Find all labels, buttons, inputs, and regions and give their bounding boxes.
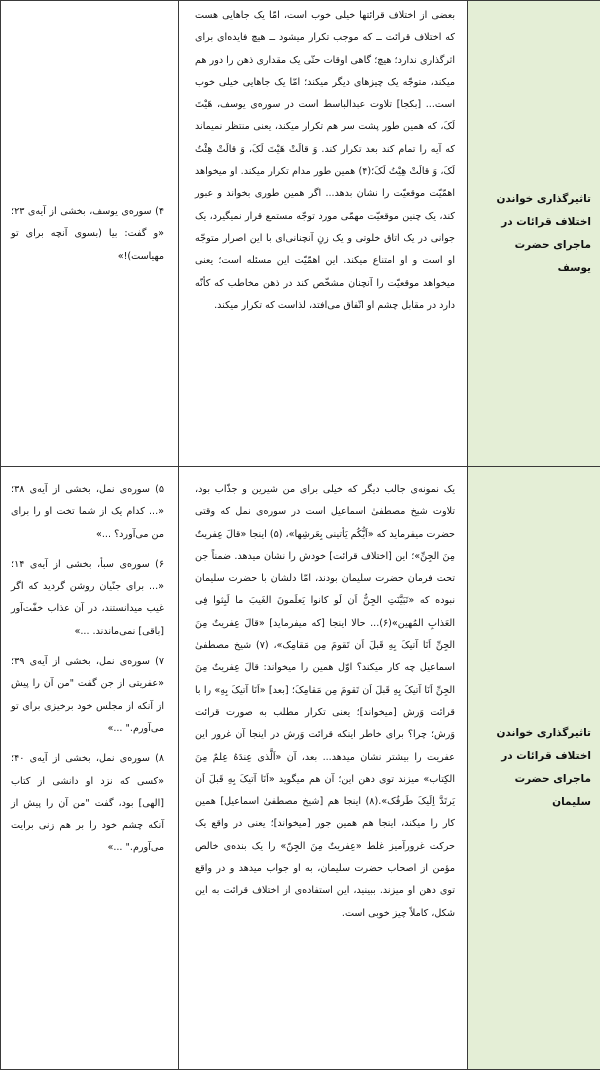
- footnote: ۵) سوره‌ی نمل، بخشی از آیه‌ی ۳۸؛ «... کدام یک از شما تخت او را برای من می‌آورد؟ ...»: [1, 479, 178, 546]
- row-heading: تاثیرگذاری خواندن اختلاف قرائات در ماجرای حضرت یوسف: [468, 188, 600, 280]
- footnotes-cell: [1, 467, 179, 1070]
- body-text-cell: [179, 467, 468, 1070]
- footnote: ۶) سوره‌ی سبأ، بخشی از آیه‌ی ۱۴؛ «... برای جنّیان روشن گردید که اگر غیب میدانستند، در آن عذاب خفّت‌آور [باقی] نمی‌ماندند. ...»: [1, 554, 178, 643]
- row-heading-cell: [468, 1, 600, 467]
- body-paragraph: بعضی از اختلاف قرائتها خیلی خوب است، امّا یک جاهایی هست که اختلاف قرائت ــ که موجب تکرار میشود ــ هیچ فایده‌ای برای اثرگذاری ندارد؛ هیچ؛ گاهی اوقات حتّی یک مقداری ذهن را دور هم میکند، متوجّه یک چیزهای دیگر میکند؛ امّا یک جاهایی خیلی خوب است... [بکجا] تلاوت عبدالباسط است در سوره‌ی یوسف، هَیْتَ لَکَ، که همین طور پشت سر هم تکرار میکند، یعنی منتظر نمیماند که آیه را تمام کند بعد تکرار کند. وَ قالَتْ هَیْتَ لَکَ، وَ قالَتْ هِئْتُ لَکَ، وَ قالَتْ هِیْتُ لَکَ؛(۴) همین طور مدام تکرار میکند. او میخواهد اهمّیّت موقعیّت را نشان بدهد... اگر همین طوری بخواند و عبور کند، یک چنین موقعیّت مهمّی مورد توجّه مستمع قرار نمیگیرد، یک جوانی در یک اتاق خلوتی و یک زنِ آنچنانی‌ای با این اصرار متوجّه او است و او امتناع میکند. این اهمّیّت این مسئله است؛ یعنی میخواهد موقعیّت را آنچنان مشخّص کند در ذهن مخاطب که کأنّه دارد در مقابل چشم او اتّفاق می‌افتد، لذاست که تکرار میکند.: [179, 1, 467, 317]
- row-heading-cell: [468, 467, 600, 1070]
- footnotes-cell: [1, 1, 179, 467]
- row-heading: تاثیرگذاری خواندن اختلاف قرائات در ماجرای حضرت سلیمان: [468, 722, 600, 814]
- body-text-cell: [179, 1, 468, 467]
- footnote: ۸) سوره‌ی نمل، بخشی از آیه‌ی ۴۰؛ «کسی که نزد او دانشی از کتاب [الهی] بود، گفت "من آن را پیش از آنکه چشم خود را بر هم زنی برایت می‌آورم." ...»: [1, 748, 178, 859]
- table-row-yusuf: [1, 1, 600, 467]
- footnote: ۴) سوره‌ی یوسف، بخشی از آیه‌ی ۲۳؛ «و گفت: بیا (بسوی آنچه برای تو مهیاست)!»: [1, 201, 178, 268]
- footnote: ۷) سوره‌ی نمل، بخشی از آیه‌ی ۳۹؛ «عفریتی از جن گفت "من آن را پیش از آنکه از مجلس خود برخیزی برای تو می‌آورم." ...»: [1, 651, 178, 740]
- body-paragraph: یک نمونه‌ی جالب دیگر که خیلی برای من شیرین و جذّاب بود، تلاوت شیخ مصطفیٰ اسماعیل است در سوره‌ی نمل که وقتی حضرت میفرماید که «اَیُّکُم یَأتینی بِعَرشِها»، (۵) اینجا «قالَ عِفریتٌ مِنَ الجِنِّ»؛ این [اختلاف قرائت] خودش را نشان میدهد. ضمناً جن تحت فرمان حضرت سلیمان بودند، امّا دلشان با حضرت سلیمان نبوده که «تَبَیَّنَتِ الجِنُّ اَن لَو کانوا یَعلَمونَ الغَیبَ ما لَبِثوا فِی العَذابِ المُهین»(۶)... حالا اینجا [که میفرماید] «قالَ عِفریتٌ مِنَ الجِنِّ اَنَا آتیکَ بِهِ قَبلَ اَن تَقومَ مِن مَقامِک»، (۷) شیخ مصطفیٰ اسماعیل چه کار میکند؟ اوّل همین را میخواند: قالَ عِفریتٌ مِنَ الجِنِّ اَنَا آتیکَ بِهِ قَبلَ اَن تَقومَ مِن مَقامِکَ؛ [بعد] «اَنَا آتیکَ بِهِ» را با قرائت وَرش [میخواند]؛ یعنی تکرار مطلب به صورت قرائت وَرش؛ چرا؟ برای خاطر اینکه قرائت وَرش در اینجا آن غرور این عفریت را بیشتر نشان میدهد... بعد، آن «اَلَّذی عِندَهُ عِلمٌ مِنَ الکِتاب» میزند توی دهن این؛ آن هم میگوید «اَنَا آتیکَ بِهِ قَبلَ اَن یَرتَدَّ اِلَیکَ طَرفُک».(۸) اینجا هم [شیخ مصطفیٰ اسماعیل] همین کار را میکند، اینجا هم همین جور [میخواند]؛ یعنی در واقع یک حرکت غرورآمیز غلط «عِفریتٌ مِنَ الجِنّ» را یک بنده‌ی خالص مؤمن از اصحاب حضرت سلیمان، به او جواب میدهد و در واقع توی دهن او میزند. ببینید، این استفاده‌ی از اختلاف قرائت به این شکل، کاملاً چیز خوبی است.: [179, 467, 467, 925]
- table-row-soleiman: [1, 467, 600, 1070]
